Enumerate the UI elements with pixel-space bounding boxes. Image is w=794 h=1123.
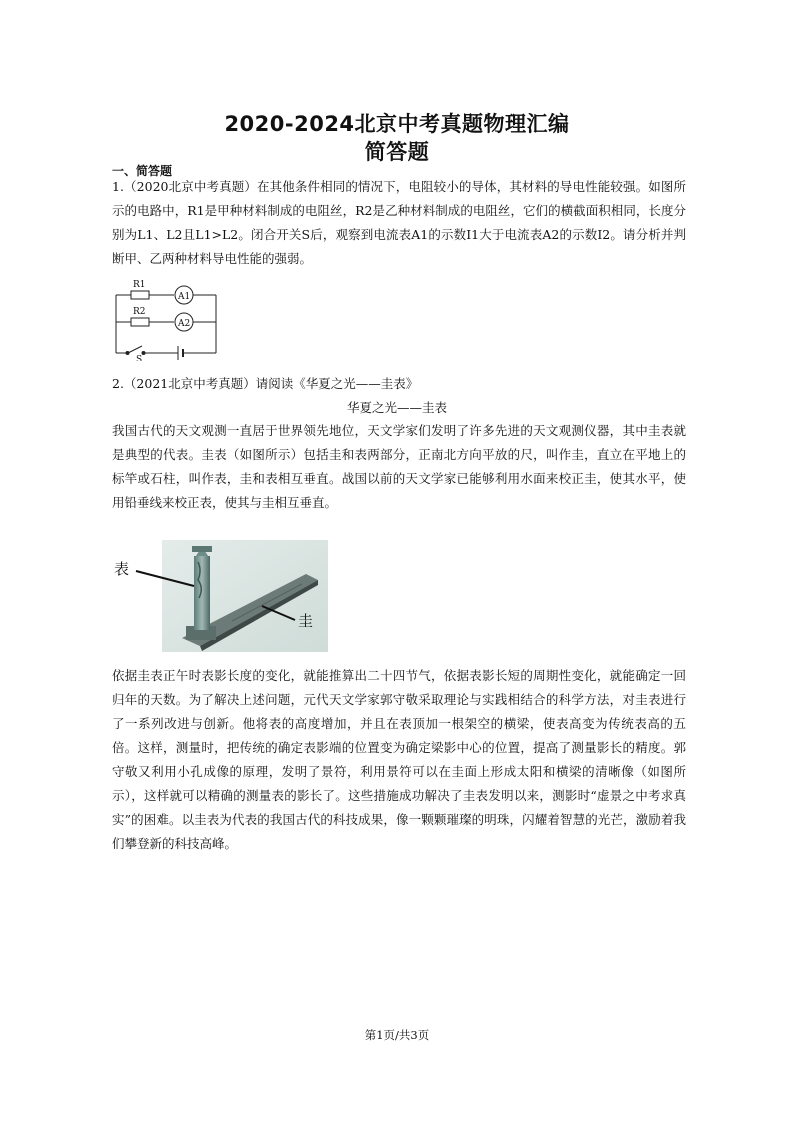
label-r1: R1 [133, 280, 146, 290]
article-title: 华夏之光——圭表 [346, 400, 447, 415]
resistor-r1 [131, 291, 149, 299]
page-footer: 第1页/共3页 [364, 1028, 430, 1042]
circuit-diagram [112, 275, 222, 361]
switch-s [128, 346, 142, 353]
question-1-text: 1.（2020北京中考真题）在其他条件相同的情况下，电阻较小的导体，其材料的导电性能较强。如图所示的电路中，R1是甲种材料制成的电阻丝，R2是乙种材料制成的电阻丝，它们的横截面积相同，长度分别为L1、L2且L1>L2。闭合开关S后，观察到电流表A1的示数I1大于电流表A2的示数I2。请分析并判断甲、乙两种材料导电性能的强弱。 [112, 179, 686, 266]
label-a1: A1 [178, 292, 191, 302]
resistor-r2 [131, 318, 149, 326]
article-paragraph-2: 依据圭表正午时表影长度的变化，就能推算出二十四节气，依据表影长短的周期性变化，就能确定一回归年的天数。为了解决上述问题，元代天文学家郭守敬采取理论与实践相结合的科学方法，对圭表进行了一系列改进与创新。他将表的高度增加，并且在表顶加一根架空的横梁，使表高变为传统表高的五倍。这样，测量时，把传统的确定表影端的位置变为确定梁影中心的位置，提高了测量影长的精度。郭守敬又利用小孔成像的原理，发明了景符，利用景符可以在圭面上形成太阳和横梁的清晰像（如图所示），这样就可以精确的测量表的影长了。这些措施成功解决了圭表发明以来，测影时“虚景之中考求真实”的困难。以圭表为代表的我国古代的科技成果，像一颗颗璀璨的明珠，闪耀着智慧的光芒，激励着我们攀登新的科技高峰。 [112, 668, 686, 851]
document-subtitle: 简答题 [364, 140, 430, 164]
label-s: S [136, 355, 143, 361]
label-r2: R2 [133, 307, 146, 317]
document-title: 2020-2024北京中考真题物理汇编 [224, 112, 570, 136]
section-heading: 一、简答题 [112, 164, 173, 178]
guibiao-illustration [112, 540, 332, 652]
article-paragraph-1: 我国古代的天文观测一直居于世界领先地位，天文学家们发明了许多先进的天文观测仪器，其中圭表就是典型的代表。圭表（如图所示）包括圭和表两部分，正南北方向平放的尺，叫作圭，直立在平地上的标竿或石柱，叫作表，圭和表相互垂直。战国以前的天文学家已能够利用水面来校正圭，使其水平，使用铅垂线来校正表，使其与圭相互垂直。 [112, 423, 686, 510]
label-gui: 圭 [298, 612, 314, 630]
label-biao: 表 [114, 560, 130, 578]
label-a2: A2 [178, 319, 191, 329]
question-2-heading: 2.（2021北京中考真题）请阅读《华夏之光——圭表》 [112, 376, 419, 391]
